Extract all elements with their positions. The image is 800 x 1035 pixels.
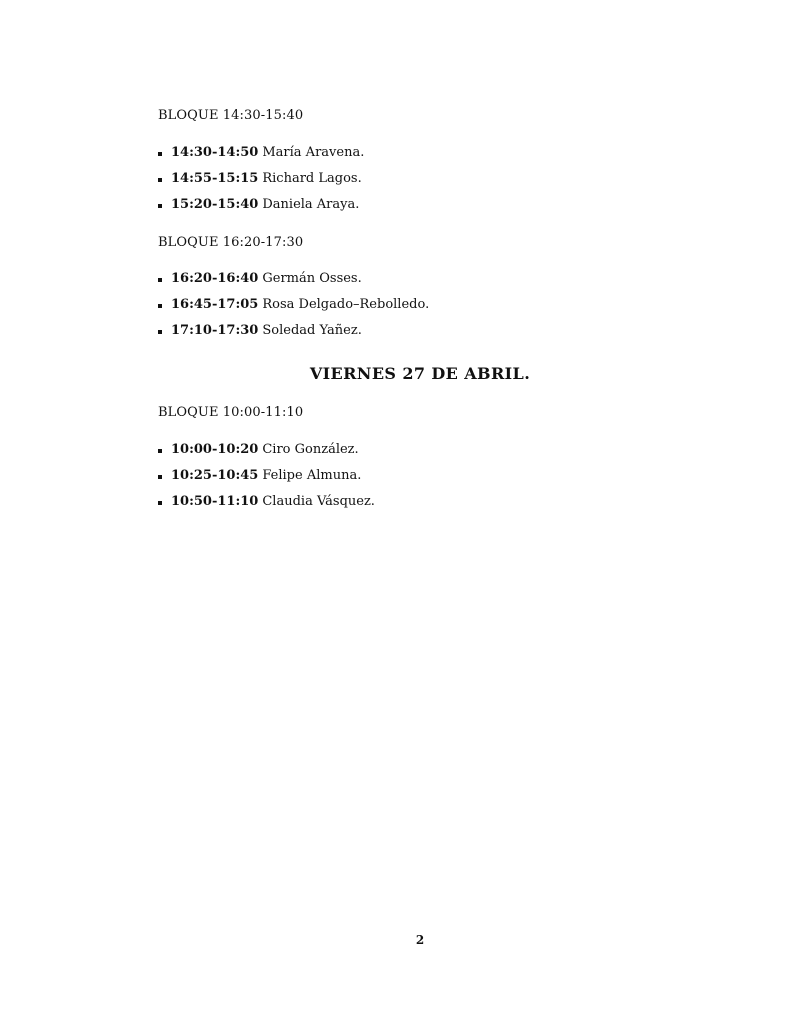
talk-time: 14:55-15:15 bbox=[171, 171, 259, 186]
block-heading: BLOQUE 16:20-17:30 bbox=[158, 235, 304, 250]
bullet-icon bbox=[158, 304, 162, 308]
talk-speaker: Germán Osses. bbox=[262, 271, 362, 286]
bullet-icon bbox=[158, 204, 162, 208]
talk-list bbox=[158, 145, 364, 223]
list-item bbox=[158, 494, 375, 520]
talk-speaker: Rosa Delgado–Rebolledo. bbox=[262, 297, 430, 312]
list-item bbox=[158, 323, 429, 349]
talk-list bbox=[158, 271, 429, 349]
talk-speaker: Soledad Yañez. bbox=[262, 323, 362, 338]
bullet-icon bbox=[158, 330, 162, 334]
talk-speaker: Ciro González. bbox=[262, 442, 359, 457]
list-item bbox=[158, 297, 429, 323]
list-item bbox=[158, 468, 375, 494]
talk-speaker: Richard Lagos. bbox=[262, 171, 362, 186]
talk-time: 10:50-11:10 bbox=[171, 494, 259, 509]
list-item bbox=[158, 197, 364, 223]
talk-speaker: Felipe Almuna. bbox=[262, 468, 362, 483]
bullet-icon bbox=[158, 449, 162, 453]
block-heading: BLOQUE 14:30-15:40 bbox=[158, 108, 304, 123]
talk-speaker: Claudia Vásquez. bbox=[262, 494, 375, 509]
talk-time: 10:00-10:20 bbox=[171, 442, 259, 457]
bullet-icon bbox=[158, 152, 162, 156]
talk-time: 15:20-15:40 bbox=[171, 197, 259, 212]
bullet-icon bbox=[158, 501, 162, 505]
bullet-icon bbox=[158, 475, 162, 479]
bullet-icon bbox=[158, 278, 162, 282]
day-heading: VIERNES 27 DE ABRIL. bbox=[309, 364, 531, 383]
talk-time: 17:10-17:30 bbox=[171, 323, 259, 338]
list-item bbox=[158, 271, 429, 297]
talk-list bbox=[158, 442, 375, 520]
page-number: 2 bbox=[415, 933, 425, 947]
talk-time: 14:30-14:50 bbox=[171, 145, 259, 160]
block-heading: BLOQUE 10:00-11:10 bbox=[158, 405, 304, 420]
list-item bbox=[158, 442, 375, 468]
talk-time: 16:20-16:40 bbox=[171, 271, 259, 286]
bullet-icon bbox=[158, 178, 162, 182]
list-item bbox=[158, 145, 364, 171]
talk-time: 16:45-17:05 bbox=[171, 297, 259, 312]
list-item bbox=[158, 171, 364, 197]
talk-speaker: Daniela Araya. bbox=[262, 197, 360, 212]
talk-speaker: María Aravena. bbox=[262, 145, 365, 160]
talk-time: 10:25-10:45 bbox=[171, 468, 259, 483]
